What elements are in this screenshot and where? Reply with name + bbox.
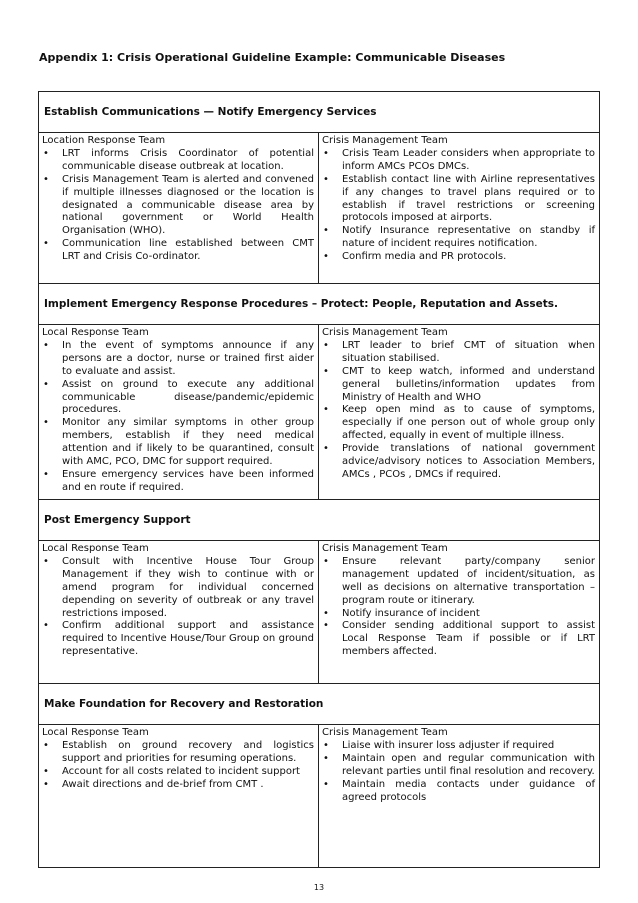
guideline-table xyxy=(38,91,600,868)
action-item: • Ensure emergency services have been informed and en route if required. xyxy=(42,469,314,495)
section-header-row xyxy=(39,92,600,133)
action-list xyxy=(322,340,595,482)
action-item: • Maintain open and regular communication with relevant parties until final resolution and recovery. xyxy=(322,753,595,779)
action-item: • Provide translations of national government advice/advisory notices to Association Members, AMCs , PCOs , DMCs if required. xyxy=(322,443,595,482)
action-item: • Confirm media and PR protocols. xyxy=(322,251,595,264)
section-header-row xyxy=(39,500,600,541)
section-header-row xyxy=(39,284,600,325)
action-item: • Crisis Management Team is alerted and convened if multiple illnesses diagnosed or the location is designated a communicable disease area by national government or World Health Organisation (WHO). xyxy=(42,174,314,239)
right-column-cell xyxy=(319,133,600,284)
action-item: • Assist on ground to execute any additional communicable disease/pandemic/epidemic procedures. xyxy=(42,379,314,418)
team-label: Local Response Team xyxy=(42,543,149,554)
action-item: • Consider sending additional support to assist Local Response Team if possible or if LRT members affected. xyxy=(322,620,595,659)
team-label: Crisis Management Team xyxy=(322,327,448,338)
team-label: Local Response Team xyxy=(42,727,149,738)
left-column-cell xyxy=(39,541,319,684)
action-item: • CMT to keep watch, informed and understand general bulletins/information updates from Ministry of Health and WHO xyxy=(322,366,595,405)
page-title: Appendix 1: Crisis Operational Guideline Example: Communicable Diseases xyxy=(39,51,506,64)
right-column-cell xyxy=(319,325,600,500)
left-column-cell xyxy=(39,725,319,868)
action-item: • Notify insurance of incident xyxy=(322,608,595,621)
team-label: Crisis Management Team xyxy=(322,543,448,554)
action-item: • LRT leader to brief CMT of situation when situation stabilised. xyxy=(322,340,595,366)
action-item: • Monitor any similar symptoms in other group members, establish if they need medical attention and if likely to be quarantined, consult with AMC, PCO, DMC for support required. xyxy=(42,417,314,469)
action-item: • Ensure relevant party/company senior management updated of incident/situation, as well as decisions on alternative transportation – program route or itinerary. xyxy=(322,556,595,608)
team-label: Crisis Management Team xyxy=(322,135,448,146)
action-item: • Establish on ground recovery and logistics support and priorities for resuming operations. xyxy=(42,740,314,766)
action-list xyxy=(42,740,314,792)
section-header-row xyxy=(39,684,600,725)
action-item: • Communication line established between CMT LRT and Crisis Co-ordinator. xyxy=(42,238,314,264)
action-list xyxy=(322,556,595,659)
action-item: • Crisis Team Leader considers when appropriate to inform AMCs PCOs DMCs. xyxy=(322,148,595,174)
action-item: • In the event of symptoms announce if any persons are a doctor, nurse or trained first aider to evaluate and assist. xyxy=(42,340,314,379)
section-body-row xyxy=(39,325,600,500)
section-body-row xyxy=(39,541,600,684)
team-label: Crisis Management Team xyxy=(322,727,448,738)
action-item: • Keep open mind as to cause of symptoms, especially if one person out of whole group only affected, equally in event of multiple illness. xyxy=(322,404,595,443)
team-label: Location Response Team xyxy=(42,135,166,146)
right-column-cell xyxy=(319,725,600,868)
action-item: • Await directions and de-brief from CMT . xyxy=(42,779,314,792)
action-item: • Liaise with insurer loss adjuster if required xyxy=(322,740,595,753)
page-number: 13 xyxy=(313,883,325,892)
team-label: Local Response Team xyxy=(42,327,149,338)
action-list xyxy=(42,340,314,495)
action-item: • Account for all costs related to incident support xyxy=(42,766,314,779)
section-heading: Make Foundation for Recovery and Restoration xyxy=(39,684,600,725)
action-item: • LRT informs Crisis Coordinator of potential communicable disease outbreak at location. xyxy=(42,148,314,174)
section-body-row xyxy=(39,133,600,284)
left-column-cell xyxy=(39,325,319,500)
section-body-row xyxy=(39,725,600,868)
action-item: • Consult with Incentive House Tour Group Management if they wish to continue with or amend program for individual concerned depending on severity of outbreak or any travel restrictions imposed. xyxy=(42,556,314,621)
section-heading: Establish Communications — Notify Emergency Services xyxy=(39,92,600,133)
left-column-cell xyxy=(39,133,319,284)
action-list xyxy=(322,740,595,805)
action-item: • Establish contact line with Airline representatives if any changes to travel plans required or to establish if travel restrictions or screening protocols imposed at airports. xyxy=(322,174,595,226)
right-column-cell xyxy=(319,541,600,684)
action-item: • Confirm additional support and assistance required to Incentive House/Tour Group on ground representative. xyxy=(42,620,314,659)
action-list xyxy=(42,148,314,264)
section-heading: Implement Emergency Response Procedures – Protect: People, Reputation and Assets. xyxy=(39,284,600,325)
action-item: • Notify Insurance representative on standby if nature of incident requires notification. xyxy=(322,225,595,251)
action-list xyxy=(322,148,595,264)
section-heading: Post Emergency Support xyxy=(39,500,600,541)
action-item: • Maintain media contacts under guidance of agreed protocols xyxy=(322,779,595,805)
action-list xyxy=(42,556,314,659)
